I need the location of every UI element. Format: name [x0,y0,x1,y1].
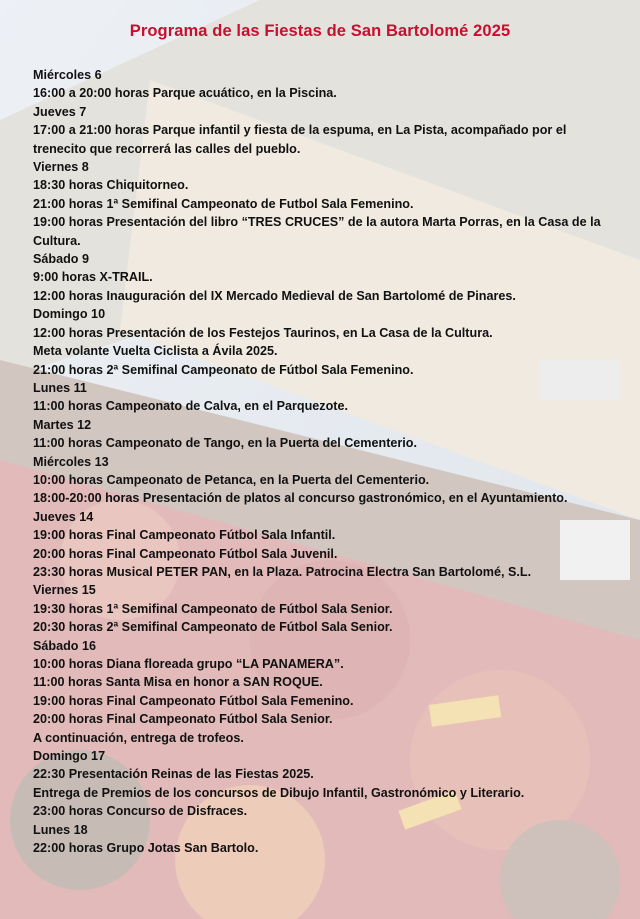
event-line: 19:30 horas 1ª Semifinal Campeonato de Fútbol Sala Senior. [33,601,393,616]
event-line: 12:00 horas Presentación de los Festejos Taurinos, en La Casa de la Cultura. [33,325,493,340]
event-line: 20:00 horas Final Campeonato Fútbol Sala Juvenil. [33,546,338,561]
day-heading: Miércoles 13 [33,454,109,469]
event-line: 9:00 horas X-TRAIL. [33,270,153,285]
event-line: 20:00 horas Final Campeonato Fútbol Sala Senior. [33,712,333,727]
event-line: A continuación, entrega de trofeos. [33,730,244,745]
day-heading: Domingo 17 [33,749,106,764]
day-heading: Sábado 9 [33,252,89,267]
day-heading: Lunes 18 [33,822,88,837]
event-line: 21:00 horas 1ª Semifinal Campeonato de Futbol Sala Femenino. [33,196,414,211]
event-line: Meta volante Vuelta Ciclista a Ávila 2025. [33,344,278,359]
event-line: 11:00 horas Campeonato de Tango, en la Puerta del Cementerio. [33,436,417,451]
event-line: 18:00-20:00 horas Presentación de platos al concurso gastronómico, en el Ayuntamiento. [33,491,568,506]
day-heading: Miércoles 6 [33,68,102,82]
event-line: 19:00 horas Presentación del libro “TRES CRUCES” de la autora Marta Porras, en la Casa de la Cultura. [33,215,601,248]
day-heading: Viernes 8 [33,160,89,175]
event-line: 10:00 horas Campeonato de Petanca, en la Puerta del Cementerio. [33,472,430,487]
event-line: 21:00 horas 2ª Semifinal Campeonato de Fútbol Sala Femenino. [33,362,414,377]
event-line: 23:30 horas Musical PETER PAN, en la Plaza. Patrocina Electra San Bartolomé, S.L. [33,564,532,579]
day-heading: Martes 12 [33,417,92,432]
day-heading: Lunes 11 [33,380,87,395]
event-line: 10:00 horas Diana floreada grupo “LA PANAMERA”. [33,657,344,671]
event-line: 19:00 horas Final Campeonato Fútbol Sala Infantil. [33,528,336,543]
event-line: 17:00 a 21:00 horas Parque infantil y fiesta de la espuma, en La Pista, acompañado por el trenecito que recorrerá las calles del pueblo. [33,123,567,156]
program-list [33,66,613,857]
day-heading: Sábado 16 [33,638,96,653]
event-line: 11:00 horas Campeonato de Calva, en el Parquezote. [33,399,348,414]
day-heading: Domingo 10 [33,307,106,322]
event-line: 19:00 horas Final Campeonato Fútbol Sala Femenino. [33,693,354,708]
event-line: 22:30 Presentación Reinas de las Fiestas 2025. [33,767,314,782]
event-line: 23:00 horas Concurso de Disfraces. [33,804,248,819]
event-line: 12:00 horas Inauguración del IX Mercado Medieval de San Bartolomé de Pinares. [33,288,516,303]
event-line: Entrega de Premios de los concursos de Dibujo Infantil, Gastronómico y Literario. [33,785,525,800]
day-heading: Jueves 7 [33,104,87,119]
event-line: 18:30 horas Chiquitorneo. [33,178,189,193]
event-line: 16:00 a 20:00 horas Parque acuático, en la Piscina. [33,86,337,101]
poster-title: Programa de las Fiestas de San Bartolomé 2025 [129,22,511,40]
day-heading: Viernes 15 [33,583,96,598]
event-line: 20:30 horas 2ª Semifinal Campeonato de Fútbol Sala Senior. [33,620,393,635]
event-line: 11:00 horas Santa Misa en honor a SAN ROQUE. [33,675,323,690]
day-heading: Jueves 14 [33,509,94,524]
event-line: 22:00 horas Grupo Jotas San Bartolo. [33,841,259,856]
